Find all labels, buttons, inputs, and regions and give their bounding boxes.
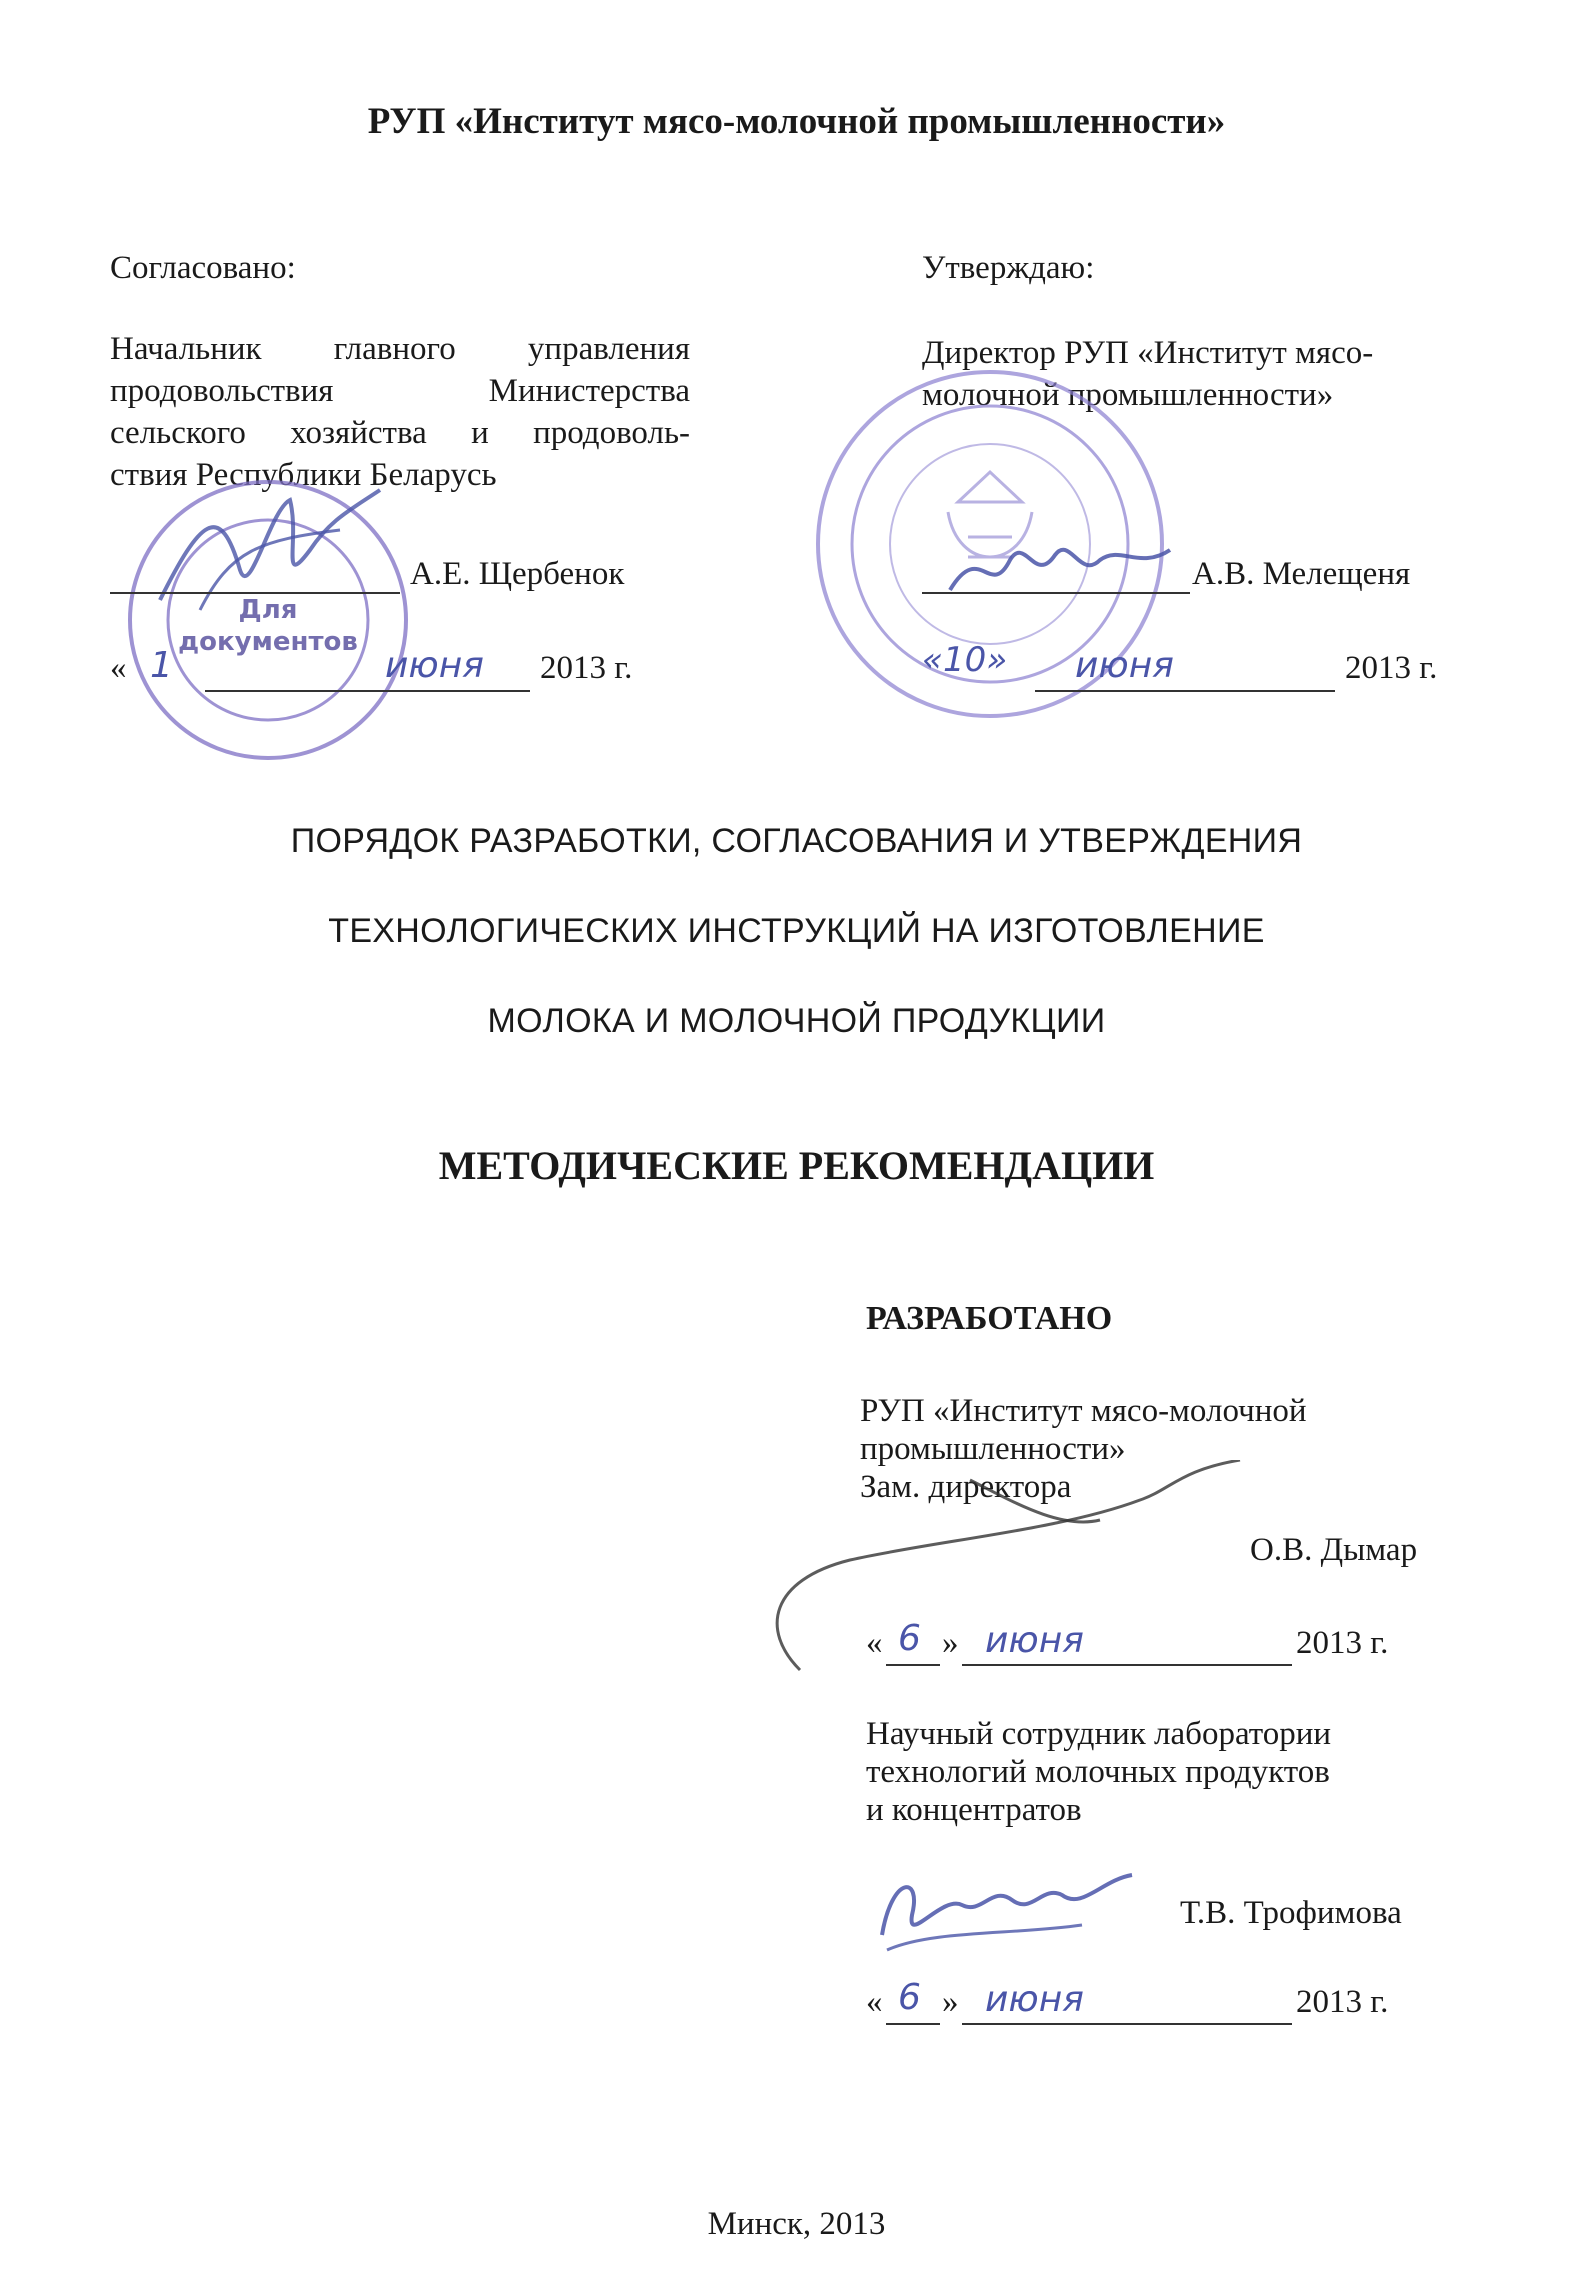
agreed-date-year: 2013 г. [540,650,633,686]
svg-text:документов: документов [178,627,358,657]
deputy-signer: О.В. Дымар [1250,1532,1418,1568]
agreed-position-line: сельского хозяйства и продоволь- [110,415,690,451]
researcher-date-open: « [866,1984,883,2020]
approve-position-line: Директор РУП «Институт мясо- [922,335,1374,371]
developed-org-line: РУП «Институт мясо-молочной [860,1393,1307,1429]
researcher-position-line: технологий молочных продуктов [866,1754,1330,1790]
deputy-date-day-line [886,1664,940,1666]
footer-place-year: Минск, 2013 [707,2206,886,2242]
approve-date-line [1035,690,1335,692]
director-signature [940,530,1180,610]
approve-position-line: молочной промышленности» [922,377,1334,413]
developed-org-line: Зам. директора [860,1469,1072,1505]
researcher-signer: Т.В. Трофимова [1180,1895,1402,1931]
researcher-date-year: 2013 г. [1296,1984,1389,2020]
researcher-date-day: 6 [898,1977,921,2018]
approve-date-year: 2013 г. [1345,650,1438,686]
doc-subtitle: МЕТОДИЧЕСКИЕ РЕКОМЕНДАЦИИ [438,1143,1155,1188]
researcher-signature [872,1855,1142,1965]
researcher-date-close: » [942,1984,959,2020]
agreed-signer: А.Е. Щербенок [410,556,625,592]
approve-label: Утверждаю: [922,250,1095,286]
deputy-date-month: июня [985,1620,1084,1661]
deputy-date-line [962,1664,1292,1666]
researcher-position-line: Научный сотрудник лаборатории [866,1716,1332,1752]
approve-date-day: «10» [922,640,1008,680]
approve-signer: А.В. Мелещеня [1192,556,1411,592]
agreed-position-line: ствия Республики Беларусь [110,457,497,493]
deputy-date-close: » [942,1625,959,1661]
approve-date-month: июня [1075,645,1174,686]
developed-org-line: промышленности» [860,1431,1126,1467]
developed-heading: РАЗРАБОТАНО [866,1300,1113,1337]
doc-title-line-2: ТЕХНОЛОГИЧЕСКИХ ИНСТРУКЦИЙ НА ИЗГОТОВЛЕНИЕ [328,912,1265,950]
agreed-date-open: « [110,650,127,686]
deputy-date-open: « [866,1625,883,1661]
agreed-position-line: продовольствия Министерства [110,373,690,409]
doc-title-line-3: МОЛОКА И МОЛОЧНОЙ ПРОДУКЦИИ [487,1002,1106,1040]
deputy-date-day: 6 [898,1618,921,1659]
researcher-position [866,1715,1331,1829]
left-signature-line [110,592,400,594]
right-signature-line [922,592,1190,594]
researcher-date-month: июня [985,1979,1084,2020]
institute-title: РУП «Институт мясо-молочной промышленности» [367,101,1226,142]
agreed-position-line: Начальник главного управления [110,331,690,367]
agreed-date-line [205,690,530,692]
svg-text:Для: Для [238,595,298,625]
deputy-date-year: 2013 г. [1296,1625,1389,1661]
left-signature [140,480,400,630]
agreed-date-month: июня [385,645,484,686]
researcher-date-day-line [886,2023,940,2025]
researcher-position-line: и концентратов [866,1792,1082,1828]
agreed-label: Согласовано: [110,250,296,286]
agreed-date-day: 1 [150,645,173,686]
doc-title-line-1: ПОРЯДОК РАЗРАБОТКИ, СОГЛАСОВАНИЯ И УТВЕРЖДЕНИЯ [290,822,1303,860]
researcher-date-line [962,2023,1292,2025]
